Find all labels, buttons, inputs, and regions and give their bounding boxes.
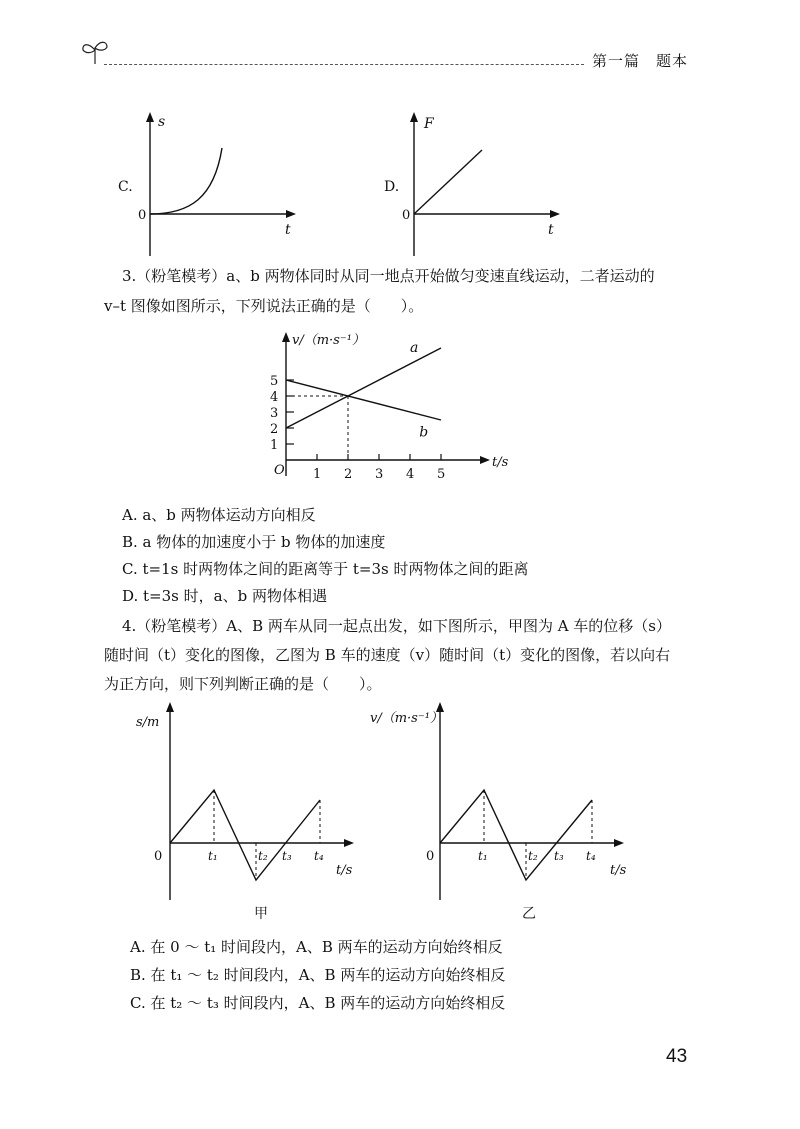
- q4-stem-line1: 4.（粉笔模考）A、B 两车从同一起点出发，如下图所示，甲图为 A 车的位移（s）: [122, 617, 672, 635]
- q4-stem-line3: 为正方向，则下列判断正确的是（ ）。: [104, 675, 382, 693]
- vt-series-a: [286, 348, 441, 428]
- fig-c-y-label: s: [158, 114, 166, 130]
- vt-x-tick-label: 5: [437, 467, 446, 482]
- yi-x-arrow: [614, 839, 624, 847]
- jia-origin: 0: [154, 849, 163, 864]
- jia-graph: [170, 790, 320, 880]
- q4-option-c: C. 在 t₂ ～ t₃ 时间段内，A、B 两车的运动方向始终相反: [130, 994, 506, 1012]
- vt-y-tick-label: 4: [270, 390, 279, 405]
- yi-t1: t₁: [478, 849, 488, 863]
- jia-caption: 甲: [254, 906, 268, 922]
- vt-y-tick-label: 5: [270, 374, 279, 389]
- fig-d-y-arrow: [410, 112, 418, 122]
- yi-y-label: v/（m·s⁻¹）: [370, 711, 443, 726]
- vt-series-b: [286, 380, 441, 420]
- vt-y-tick-label: 3: [270, 406, 279, 421]
- vt-origin: O: [274, 463, 285, 478]
- q4-option-a: A. 在 0 ～ t₁ 时间段内，A、B 两车的运动方向始终相反: [130, 938, 503, 956]
- yi-t2: t₂: [528, 849, 538, 863]
- vt-y-tick-label: 1: [270, 438, 279, 453]
- jia-t1: t₁: [208, 849, 218, 863]
- page-number: 43: [666, 1046, 688, 1067]
- q3-stem-line1: 3.（粉笔模考）a、b 两物体同时从同一地点开始做匀变速直线运动，二者运动的: [122, 267, 655, 285]
- figure-d: [378, 108, 578, 260]
- fig-d-line: [414, 150, 482, 214]
- vt-x-tick-label: 4: [406, 467, 415, 482]
- jia-y-label: s/m: [136, 715, 160, 730]
- header-rule: [104, 64, 584, 65]
- jia-x-label: t/s: [336, 863, 353, 878]
- figure-c: [110, 108, 310, 260]
- jia-t2: t₂: [258, 849, 268, 863]
- yi-origin: 0: [426, 849, 435, 864]
- fig-c-y-arrow: [146, 112, 154, 122]
- fig-c-curve: [150, 148, 222, 214]
- fig-d-x-label: t: [548, 222, 554, 238]
- jia-x-arrow: [344, 839, 354, 847]
- vt-y-tick-label: 2: [270, 422, 279, 437]
- fig-c-label: C.: [118, 179, 133, 195]
- vt-series-label-a: a: [410, 340, 419, 356]
- figure-jia: [130, 700, 370, 930]
- q3-option-c: C. t=1s 时两物体之间的距离等于 t=3s 时两物体之间的距离: [122, 560, 529, 578]
- q3-option-a: A. a、b 两物体运动方向相反: [122, 506, 316, 524]
- yi-graph: [440, 790, 592, 880]
- q3-option-d: D. t=3s 时，a、b 两物体相遇: [122, 587, 327, 605]
- fig-c-origin: 0: [138, 208, 147, 223]
- yi-t4: t₄: [586, 849, 596, 863]
- figure-yi: [364, 700, 644, 930]
- vt-y-arrow: [282, 332, 290, 342]
- jia-y-arrow: [166, 702, 174, 712]
- fig-d-origin: 0: [402, 208, 411, 223]
- q3-stem-line2: v–t 图像如图所示，下列说法正确的是（ ）。: [104, 297, 424, 315]
- vt-x-tick-label: 3: [375, 467, 384, 482]
- vt-series-label-b: b: [419, 424, 429, 441]
- vt-x-label: t/s: [492, 455, 509, 470]
- fig-d-label: D.: [384, 179, 400, 195]
- jia-t3: t₃: [282, 849, 292, 863]
- header-section-title: 第一篇 题本: [592, 52, 689, 70]
- yi-x-label: t/s: [610, 863, 627, 878]
- vt-y-label: v/（m·s⁻¹）: [292, 333, 365, 348]
- vt-x-tick-label: 1: [313, 467, 322, 482]
- vt-x-arrow: [480, 456, 490, 464]
- q3-option-b: B. a 物体的加速度小于 b 物体的加速度: [122, 533, 386, 551]
- vt-x-tick-label: 2: [344, 467, 353, 482]
- vt-chart: [250, 330, 530, 500]
- fig-c-x-label: t: [285, 222, 291, 238]
- jia-t4: t₄: [314, 849, 324, 863]
- q4-stem-line2: 随时间（t）变化的图像，乙图为 B 车的速度（v）随时间（t）变化的图像，若以向右: [104, 646, 671, 664]
- fig-d-y-label: F: [424, 116, 434, 132]
- yi-t3: t₃: [554, 849, 564, 863]
- fig-c-x-arrow: [286, 210, 296, 218]
- q4-option-b: B. 在 t₁ ～ t₂ 时间段内，A、B 两车的运动方向始终相反: [130, 966, 506, 984]
- fig-d-x-arrow: [550, 210, 560, 218]
- yi-caption: 乙: [522, 906, 536, 922]
